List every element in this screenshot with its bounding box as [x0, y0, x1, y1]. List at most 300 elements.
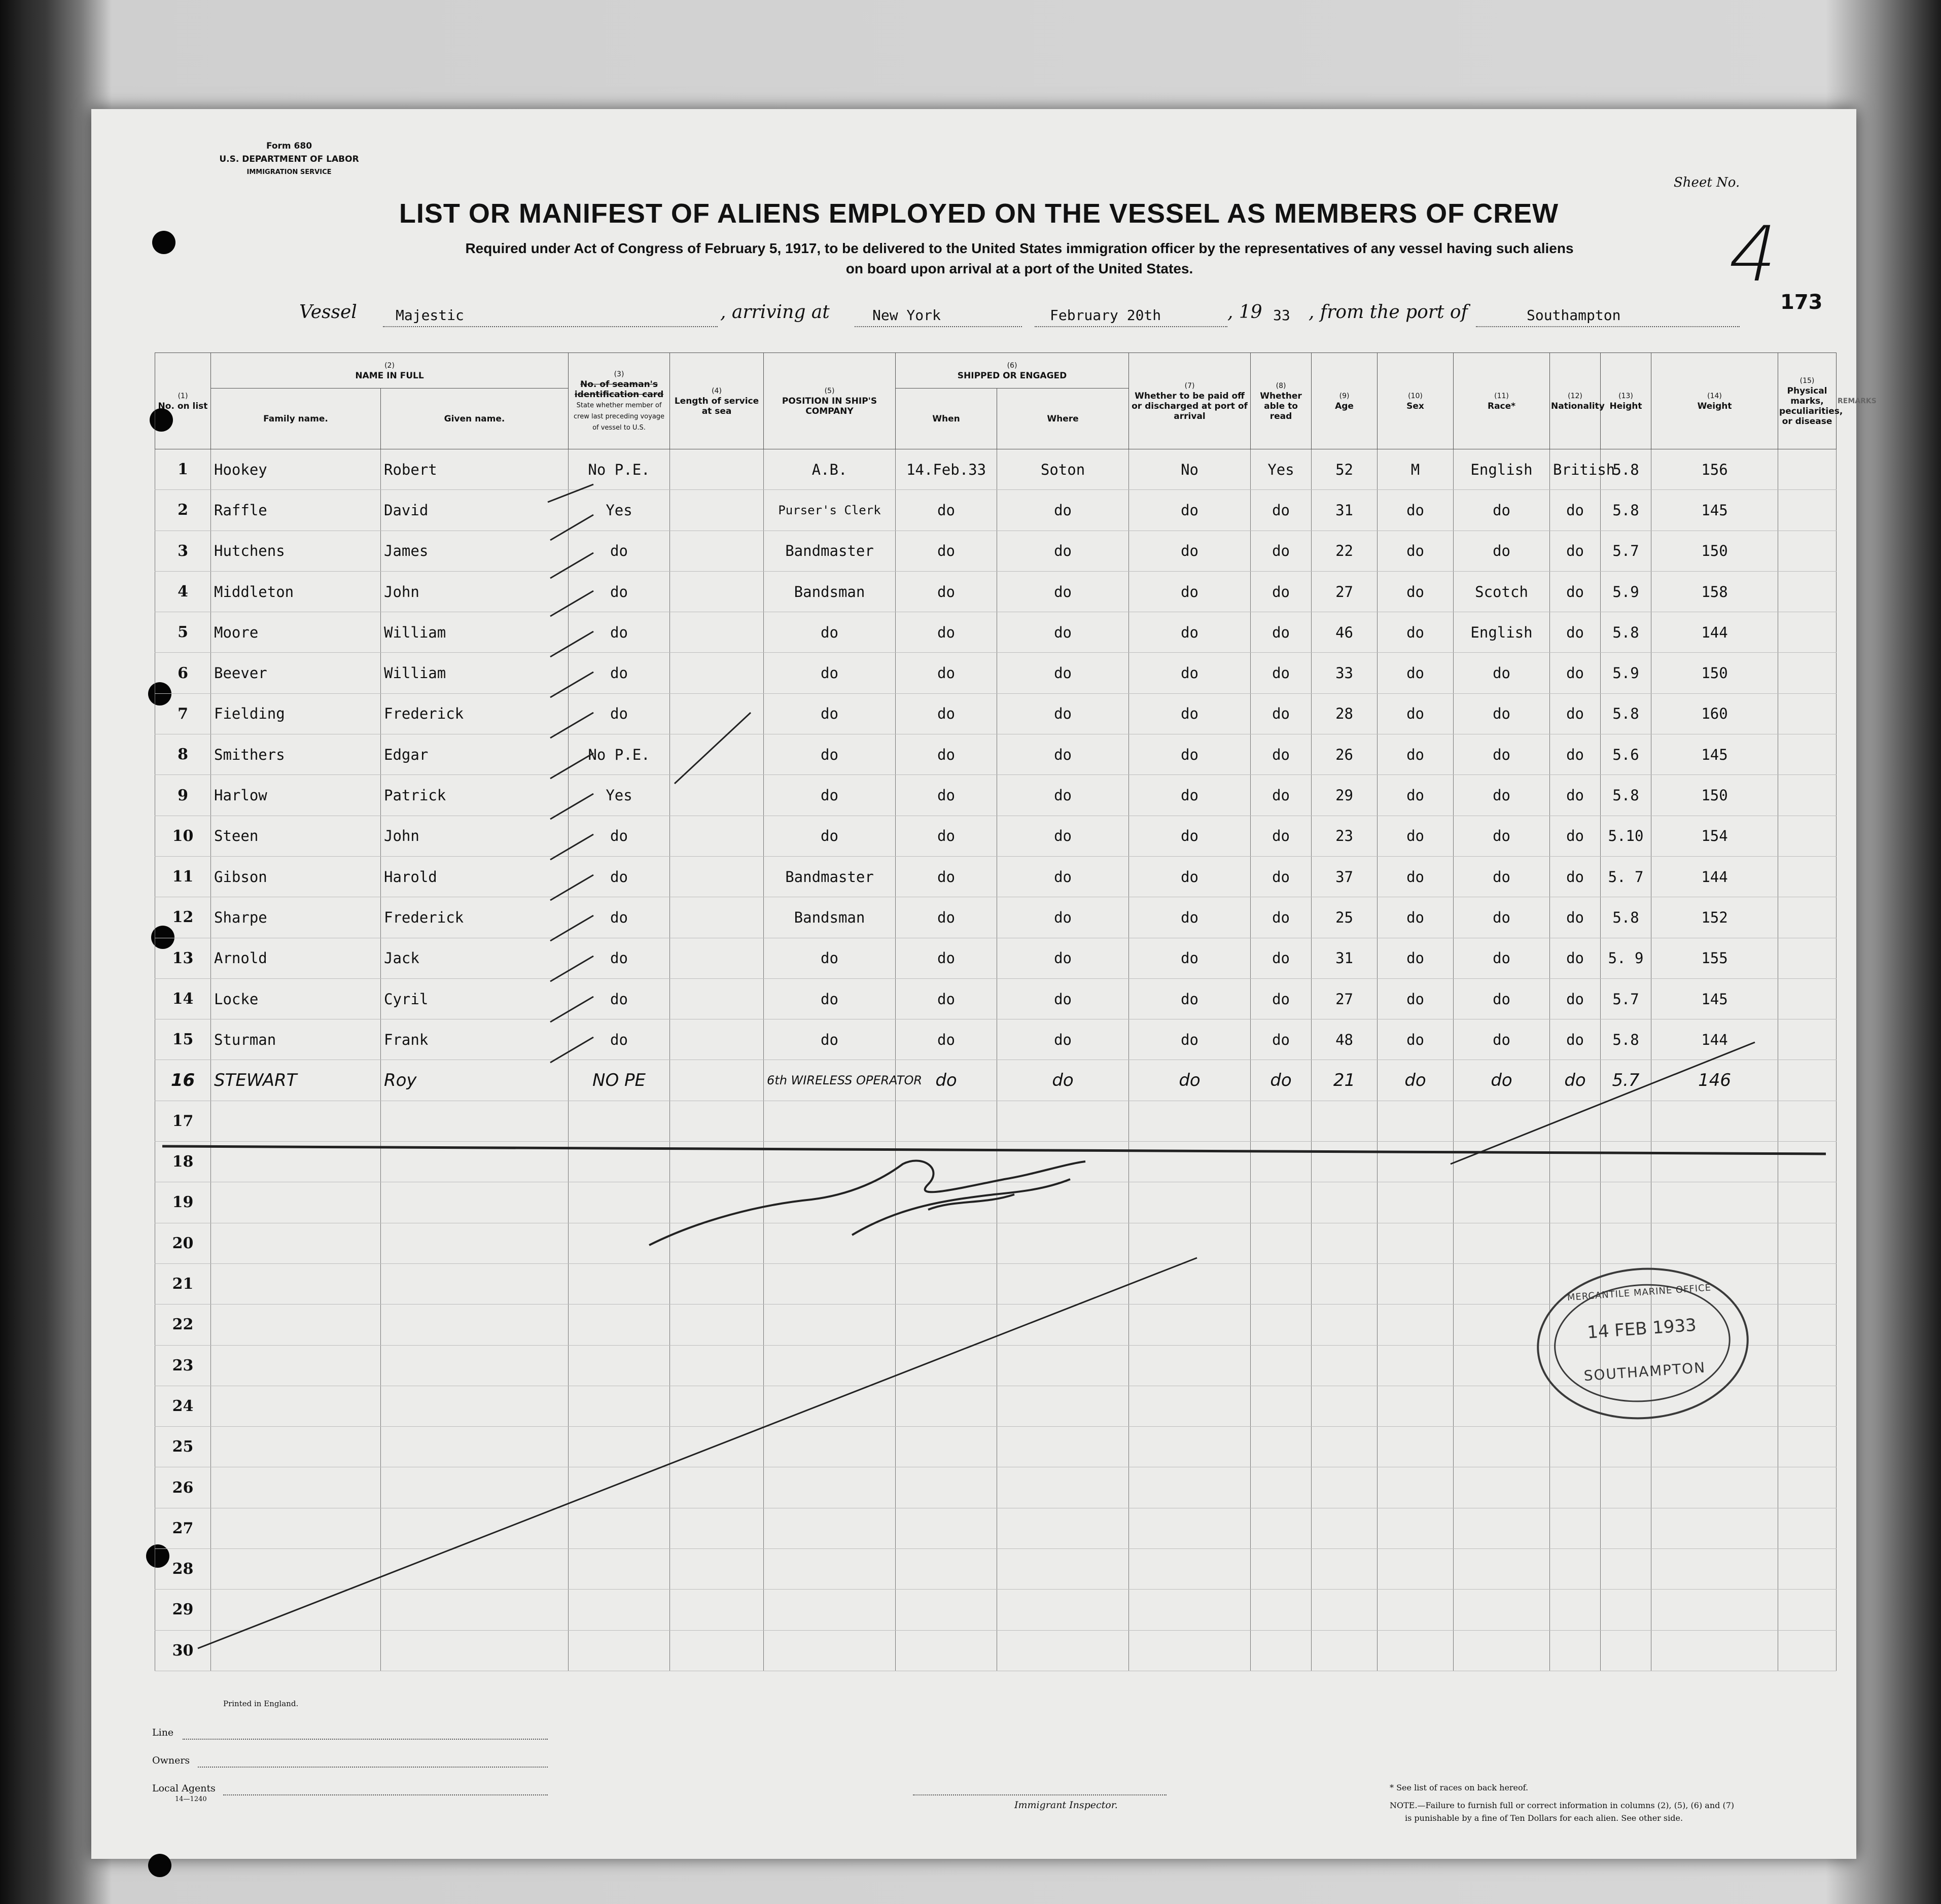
- cell-paid-off: do: [1129, 938, 1251, 978]
- cell-row-number: 9: [155, 775, 211, 816]
- cell-row-number: 6: [155, 653, 211, 693]
- cell-family-name: Gibson: [211, 856, 381, 897]
- tick-mark: [550, 956, 593, 981]
- ink-overlay: [91, 109, 1856, 1859]
- cell-age: 27: [1312, 571, 1378, 612]
- cell-given-name: John: [381, 571, 569, 612]
- cell-position: 6th WIRELESS OPERATOR: [764, 1060, 896, 1101]
- cell-row-number: 24: [155, 1386, 211, 1426]
- cell-nationality: do: [1550, 693, 1601, 734]
- cell-race: do: [1454, 897, 1550, 938]
- cell-age: 28: [1312, 693, 1378, 734]
- cell-sex: do: [1378, 1060, 1454, 1101]
- cell-shipped-when: do: [896, 693, 997, 734]
- cell-shipped-where: do: [997, 653, 1129, 693]
- cell-shipped-where: Soton: [997, 449, 1129, 490]
- tick-mark: [550, 631, 593, 657]
- cell-given-name: Patrick: [381, 775, 569, 816]
- colnum-5: (5): [824, 386, 835, 395]
- agents-label: Local Agents: [152, 1783, 216, 1794]
- cell-shipped-when: do: [896, 612, 997, 653]
- cell-row-number: 23: [155, 1345, 211, 1386]
- header-text: Whether able to read: [1260, 391, 1302, 421]
- cell-given-name: Frank: [381, 1019, 569, 1060]
- cell-able-to-read: do: [1251, 612, 1312, 653]
- cell-row-number: 15: [155, 1019, 211, 1060]
- cell-row-number: 13: [155, 938, 211, 978]
- tick-mark: [550, 672, 593, 697]
- line-underline: [183, 1739, 548, 1740]
- colnum-9: (9): [1339, 392, 1350, 400]
- cell-able-to-read: do: [1251, 1060, 1312, 1101]
- cell-height: 5.8: [1601, 775, 1651, 816]
- cancel-line: [198, 1258, 1197, 1648]
- cell-position: Bandsman: [764, 897, 896, 938]
- cell-nationality: do: [1550, 775, 1601, 816]
- cell-position: do: [764, 734, 896, 775]
- cell-nationality: do: [1550, 612, 1601, 653]
- cell-id-card: do: [569, 938, 670, 978]
- cell-shipped-where: do: [997, 734, 1129, 775]
- stamp-date: 14 FEB 1933: [1586, 1315, 1697, 1343]
- cell-id-card: No P.E.: [569, 449, 670, 490]
- colnum-8: (8): [1276, 381, 1286, 390]
- header-text: Family name.: [263, 413, 328, 424]
- cell-race: do: [1454, 1019, 1550, 1060]
- cell-paid-off: do: [1129, 775, 1251, 816]
- cell-paid-off: No: [1129, 449, 1251, 490]
- printed-in-england: Printed in England.: [223, 1699, 299, 1708]
- cell-given-name: Edgar: [381, 734, 569, 775]
- cell-race: do: [1454, 816, 1550, 856]
- stamp-bottom-text: SOUTHAMPTON: [1583, 1359, 1707, 1385]
- header-subtext: State whether member of crew last preceding voyage of vessel to U.S.: [573, 401, 665, 432]
- agents-underline: [223, 1794, 548, 1795]
- cell-family-name: Middleton: [211, 571, 381, 612]
- cell-shipped-where: do: [997, 978, 1129, 1019]
- cell-row-number: 5: [155, 612, 211, 653]
- cell-position: do: [764, 938, 896, 978]
- cell-paid-off: do: [1129, 571, 1251, 612]
- cell-row-number: 28: [155, 1549, 211, 1590]
- department: U.S. DEPARTMENT OF LABOR: [219, 154, 359, 164]
- cell-sex: do: [1378, 816, 1454, 856]
- cell-row-number: 2: [155, 490, 211, 531]
- cell-race: do: [1454, 856, 1550, 897]
- owners-underline: [198, 1767, 548, 1768]
- cell-row-number: 21: [155, 1263, 211, 1304]
- cell-given-name: William: [381, 612, 569, 653]
- cell-family-name: Harlow: [211, 775, 381, 816]
- cell-nationality: do: [1550, 734, 1601, 775]
- cell-age: 22: [1312, 531, 1378, 571]
- cell-id-card: do: [569, 1019, 670, 1060]
- tick-mark: [675, 713, 751, 784]
- cell-age: 31: [1312, 490, 1378, 531]
- cell-shipped-where: do: [997, 571, 1129, 612]
- penalty-note-2: is punishable by a fine of Ten Dollars for each alien. See other side.: [1405, 1813, 1683, 1823]
- cell-race: do: [1454, 734, 1550, 775]
- cell-shipped-where: do: [997, 856, 1129, 897]
- colnum-14: (14): [1707, 392, 1722, 400]
- cell-able-to-read: do: [1251, 531, 1312, 571]
- tick-mark: [550, 834, 593, 860]
- line-label: Line: [152, 1727, 174, 1738]
- cell-family-name: Steen: [211, 816, 381, 856]
- page-title: LIST OR MANIFEST OF ALIENS EMPLOYED ON THE VESSEL AS MEMBERS OF CREW: [399, 198, 1559, 229]
- cell-weight: 150: [1651, 775, 1778, 816]
- cell-shipped-when: do: [896, 1060, 997, 1101]
- subtitle-line-2: on board upon arrival at a port of the United States.: [845, 261, 1193, 276]
- cell-sex: do: [1378, 897, 1454, 938]
- cell-shipped-where: do: [997, 1019, 1129, 1060]
- cell-nationality: do: [1550, 490, 1601, 531]
- header-text: POSITION IN SHIP'S COMPANY: [782, 396, 877, 416]
- cell-weight: 146: [1651, 1060, 1778, 1101]
- cell-shipped-when: 14.Feb.33: [896, 449, 997, 490]
- cell-height: 5.8: [1601, 449, 1651, 490]
- cell-row-number: 10: [155, 816, 211, 856]
- cell-paid-off: do: [1129, 1019, 1251, 1060]
- cell-position: Purser's Clerk: [764, 490, 896, 531]
- cell-able-to-read: do: [1251, 734, 1312, 775]
- cell-age: 31: [1312, 938, 1378, 978]
- cell-family-name: Moore: [211, 612, 381, 653]
- header-text: Where: [1047, 413, 1079, 424]
- cell-family-name: Beever: [211, 653, 381, 693]
- tick-mark: [550, 875, 593, 900]
- cell-sex: do: [1378, 490, 1454, 531]
- tick-mark: [550, 591, 593, 616]
- cell-paid-off: do: [1129, 816, 1251, 856]
- cell-age: 29: [1312, 775, 1378, 816]
- cell-shipped-where: do: [997, 897, 1129, 938]
- cell-sex: do: [1378, 693, 1454, 734]
- cell-given-name: Roy: [381, 1060, 569, 1101]
- cell-race: do: [1454, 531, 1550, 571]
- header-text: When: [932, 413, 960, 424]
- cell-sex: do: [1378, 978, 1454, 1019]
- tick-mark: [550, 997, 593, 1022]
- cell-able-to-read: do: [1251, 978, 1312, 1019]
- cell-row-number: 29: [155, 1590, 211, 1630]
- service: IMMIGRATION SERVICE: [246, 168, 332, 176]
- tick-mark: [548, 484, 593, 502]
- colnum-13: (13): [1618, 392, 1633, 400]
- cell-able-to-read: do: [1251, 775, 1312, 816]
- cell-row-number: 30: [155, 1630, 211, 1671]
- colnum-6: (6): [1007, 361, 1017, 370]
- cell-able-to-read: Yes: [1251, 449, 1312, 490]
- cell-id-card: do: [569, 856, 670, 897]
- end-of-list-line: [162, 1146, 1826, 1154]
- header-text: Length of service at sea: [674, 396, 759, 416]
- inspector-label: Immigrant Inspector.: [1014, 1800, 1118, 1811]
- cell-position: Bandmaster: [764, 856, 896, 897]
- page-number: 173: [1780, 291, 1823, 314]
- cell-paid-off: do: [1129, 734, 1251, 775]
- cell-id-card: NO PE: [569, 1060, 670, 1101]
- cell-shipped-where: do: [997, 612, 1129, 653]
- cell-age: 46: [1312, 612, 1378, 653]
- cell-able-to-read: do: [1251, 653, 1312, 693]
- cell-race: do: [1454, 978, 1550, 1019]
- cell-paid-off: do: [1129, 531, 1251, 571]
- cell-height: 5.10: [1601, 816, 1651, 856]
- cell-given-name: Cyril: [381, 978, 569, 1019]
- manifest-page: [91, 109, 1877, 1859]
- cell-family-name: Smithers: [211, 734, 381, 775]
- colnum-10: (10): [1408, 392, 1423, 400]
- header-text: Nationality: [1551, 401, 1605, 411]
- header-text: No. of seaman's identification card: [574, 379, 664, 400]
- cell-sex: do: [1378, 938, 1454, 978]
- cell-age: 33: [1312, 653, 1378, 693]
- header-text: Age: [1335, 401, 1354, 411]
- cell-age: 27: [1312, 978, 1378, 1019]
- cell-able-to-read: do: [1251, 856, 1312, 897]
- cell-id-card: do: [569, 571, 670, 612]
- vessel-name: Majestic: [396, 307, 464, 324]
- cell-weight: 152: [1651, 897, 1778, 938]
- cell-family-name: Locke: [211, 978, 381, 1019]
- header-text: Given name.: [444, 413, 505, 424]
- cell-race: do: [1454, 653, 1550, 693]
- cell-sex: do: [1378, 1019, 1454, 1060]
- cell-nationality: British: [1550, 449, 1601, 490]
- cell-age: 37: [1312, 856, 1378, 897]
- tick-mark: [550, 1037, 593, 1063]
- departure-port: Southampton: [1527, 307, 1621, 324]
- cell-id-card: No P.E.: [569, 734, 670, 775]
- from-label: , from the port of: [1309, 302, 1468, 323]
- inspector-underline: [913, 1794, 1167, 1795]
- cell-paid-off: do: [1129, 693, 1251, 734]
- header-text: Whether to be paid off or discharged at port of arrival: [1132, 391, 1248, 421]
- colnum-1: (1): [178, 392, 188, 400]
- cell-given-name: David: [381, 490, 569, 531]
- cell-race: do: [1454, 775, 1550, 816]
- cell-given-name: Jack: [381, 938, 569, 978]
- cell-able-to-read: do: [1251, 693, 1312, 734]
- cell-paid-off: do: [1129, 612, 1251, 653]
- arrival-date: February 20th: [1050, 307, 1161, 324]
- cell-position: do: [764, 775, 896, 816]
- header-text: Physical marks, peculiarities, or disease: [1779, 385, 1843, 427]
- cell-sex: do: [1378, 612, 1454, 653]
- cell-height: 5.6: [1601, 734, 1651, 775]
- cell-position: Bandsman: [764, 571, 896, 612]
- cell-family-name: Sharpe: [211, 897, 381, 938]
- cell-shipped-when: do: [896, 490, 997, 531]
- cell-row-number: 26: [155, 1467, 211, 1508]
- header-text: Sex: [1406, 401, 1424, 411]
- cell-shipped-when: do: [896, 816, 997, 856]
- cell-family-name: Arnold: [211, 938, 381, 978]
- cell-weight: 150: [1651, 531, 1778, 571]
- colnum-11: (11): [1494, 392, 1509, 400]
- cell-height: 5.8: [1601, 490, 1651, 531]
- cell-nationality: do: [1550, 1060, 1601, 1101]
- tick-mark: [550, 553, 593, 578]
- cell-id-card: Yes: [569, 490, 670, 531]
- closing-stroke: [1451, 1042, 1755, 1164]
- cell-height: 5.8: [1601, 612, 1651, 653]
- sheet-label: Sheet No.: [1674, 175, 1740, 190]
- colnum-3: (3): [614, 370, 624, 378]
- cell-given-name: James: [381, 531, 569, 571]
- cell-shipped-when: do: [896, 775, 997, 816]
- header-text: NAME IN FULL: [355, 370, 424, 381]
- penalty-note: NOTE.—Failure to furnish full or correct information in columns (2), (5), (6) and (7): [1390, 1801, 1735, 1810]
- cell-age: 26: [1312, 734, 1378, 775]
- subtitle-line-1: Required under Act of Congress of February 5, 1917, to be delivered to the United States immigration officer by the representatives of any vessel having such aliens: [465, 240, 1574, 256]
- cell-height: 5.8: [1601, 1019, 1651, 1060]
- cell-height: 5.7: [1601, 978, 1651, 1019]
- cell-height: 5. 7: [1601, 856, 1651, 897]
- cell-paid-off: do: [1129, 897, 1251, 938]
- cell-race: English: [1454, 612, 1550, 653]
- cell-family-name: STEWART: [211, 1060, 381, 1101]
- cell-race: English: [1454, 449, 1550, 490]
- cell-family-name: Hookey: [211, 449, 381, 490]
- colnum-7: (7): [1184, 381, 1195, 390]
- cell-id-card: do: [569, 693, 670, 734]
- cell-nationality: do: [1550, 816, 1601, 856]
- cell-shipped-when: do: [896, 978, 997, 1019]
- signature: [649, 1161, 1085, 1245]
- cell-height: 5.7: [1601, 1060, 1651, 1101]
- cell-weight: 158: [1651, 571, 1778, 612]
- cell-shipped-when: do: [896, 897, 997, 938]
- cell-position: Bandmaster: [764, 531, 896, 571]
- cell-nationality: do: [1550, 978, 1601, 1019]
- cell-sex: do: [1378, 531, 1454, 571]
- cell-weight: 145: [1651, 734, 1778, 775]
- colnum-2: (2): [384, 361, 395, 370]
- cell-nationality: do: [1550, 571, 1601, 612]
- cell-sex: do: [1378, 571, 1454, 612]
- arrival-port: New York: [872, 307, 941, 324]
- cell-shipped-where: do: [997, 1060, 1129, 1101]
- cell-height: 5.9: [1601, 571, 1651, 612]
- cell-row-number: 17: [155, 1101, 211, 1141]
- cell-given-name: William: [381, 653, 569, 693]
- cell-sex: M: [1378, 449, 1454, 490]
- cell-age: 48: [1312, 1019, 1378, 1060]
- header-text: SHIPPED OR ENGAGED: [957, 370, 1067, 381]
- cell-weight: 145: [1651, 490, 1778, 531]
- cell-height: 5.7: [1601, 531, 1651, 571]
- cell-given-name: Frederick: [381, 693, 569, 734]
- cell-shipped-when: do: [896, 938, 997, 978]
- cell-sex: do: [1378, 775, 1454, 816]
- cell-shipped-where: do: [997, 693, 1129, 734]
- cell-shipped-where: do: [997, 775, 1129, 816]
- tick-mark: [550, 753, 593, 779]
- cell-position: do: [764, 978, 896, 1019]
- cell-sex: do: [1378, 734, 1454, 775]
- tick-mark: [550, 915, 593, 941]
- cell-paid-off: do: [1129, 490, 1251, 531]
- cell-row-number: 14: [155, 978, 211, 1019]
- cell-position: A.B.: [764, 449, 896, 490]
- cell-weight: 144: [1651, 856, 1778, 897]
- cell-row-number: 22: [155, 1304, 211, 1345]
- cell-able-to-read: do: [1251, 490, 1312, 531]
- header-text: Height: [1609, 401, 1642, 411]
- cell-able-to-read: do: [1251, 938, 1312, 978]
- cell-given-name: Harold: [381, 856, 569, 897]
- cell-nationality: do: [1550, 531, 1601, 571]
- cell-shipped-where: do: [997, 490, 1129, 531]
- header-text: No. on list: [158, 401, 208, 411]
- arriving-label: , arriving at: [720, 302, 830, 323]
- cell-sex: do: [1378, 856, 1454, 897]
- cell-row-number: 27: [155, 1508, 211, 1548]
- cell-race: do: [1454, 693, 1550, 734]
- cell-row-number: 1: [155, 449, 211, 490]
- cell-shipped-when: do: [896, 653, 997, 693]
- cell-paid-off: do: [1129, 653, 1251, 693]
- cell-age: 23: [1312, 816, 1378, 856]
- tick-mark: [550, 713, 593, 738]
- cell-position: do: [764, 653, 896, 693]
- cell-position: do: [764, 693, 896, 734]
- cell-paid-off: do: [1129, 856, 1251, 897]
- cell-weight: 145: [1651, 978, 1778, 1019]
- header-text: Race*: [1488, 401, 1516, 411]
- cell-given-name: John: [381, 816, 569, 856]
- cell-row-number: 12: [155, 897, 211, 938]
- cell-height: 5.8: [1601, 693, 1651, 734]
- cell-nationality: do: [1550, 653, 1601, 693]
- cell-position: do: [764, 1019, 896, 1060]
- cell-shipped-when: do: [896, 571, 997, 612]
- cell-age: 52: [1312, 449, 1378, 490]
- sheet-number: 4: [1720, 210, 1787, 299]
- cell-race: do: [1454, 1060, 1550, 1101]
- year-prefix: , 19: [1227, 302, 1262, 323]
- cell-position: do: [764, 816, 896, 856]
- cell-given-name: Frederick: [381, 897, 569, 938]
- cell-height: 5. 9: [1601, 938, 1651, 978]
- cell-row-number: 18: [155, 1142, 211, 1182]
- cell-id-card: do: [569, 612, 670, 653]
- cell-paid-off: do: [1129, 978, 1251, 1019]
- cell-family-name: Raffle: [211, 490, 381, 531]
- cell-position: do: [764, 612, 896, 653]
- cell-id-card: do: [569, 897, 670, 938]
- colnum-4: (4): [712, 386, 722, 395]
- cell-shipped-when: do: [896, 856, 997, 897]
- cell-id-card: do: [569, 978, 670, 1019]
- cell-family-name: Sturman: [211, 1019, 381, 1060]
- cell-able-to-read: do: [1251, 816, 1312, 856]
- cell-nationality: do: [1550, 856, 1601, 897]
- cell-nationality: do: [1550, 897, 1601, 938]
- cell-shipped-where: do: [997, 531, 1129, 571]
- cell-shipped-when: do: [896, 531, 997, 571]
- cell-able-to-read: do: [1251, 571, 1312, 612]
- cell-row-number: 20: [155, 1223, 211, 1263]
- cell-row-number: 11: [155, 856, 211, 897]
- races-note: * See list of races on back hereof.: [1390, 1783, 1529, 1792]
- colnum-15: (15): [1799, 376, 1815, 385]
- cell-race: do: [1454, 938, 1550, 978]
- cell-shipped-when: do: [896, 734, 997, 775]
- cell-id-card: do: [569, 816, 670, 856]
